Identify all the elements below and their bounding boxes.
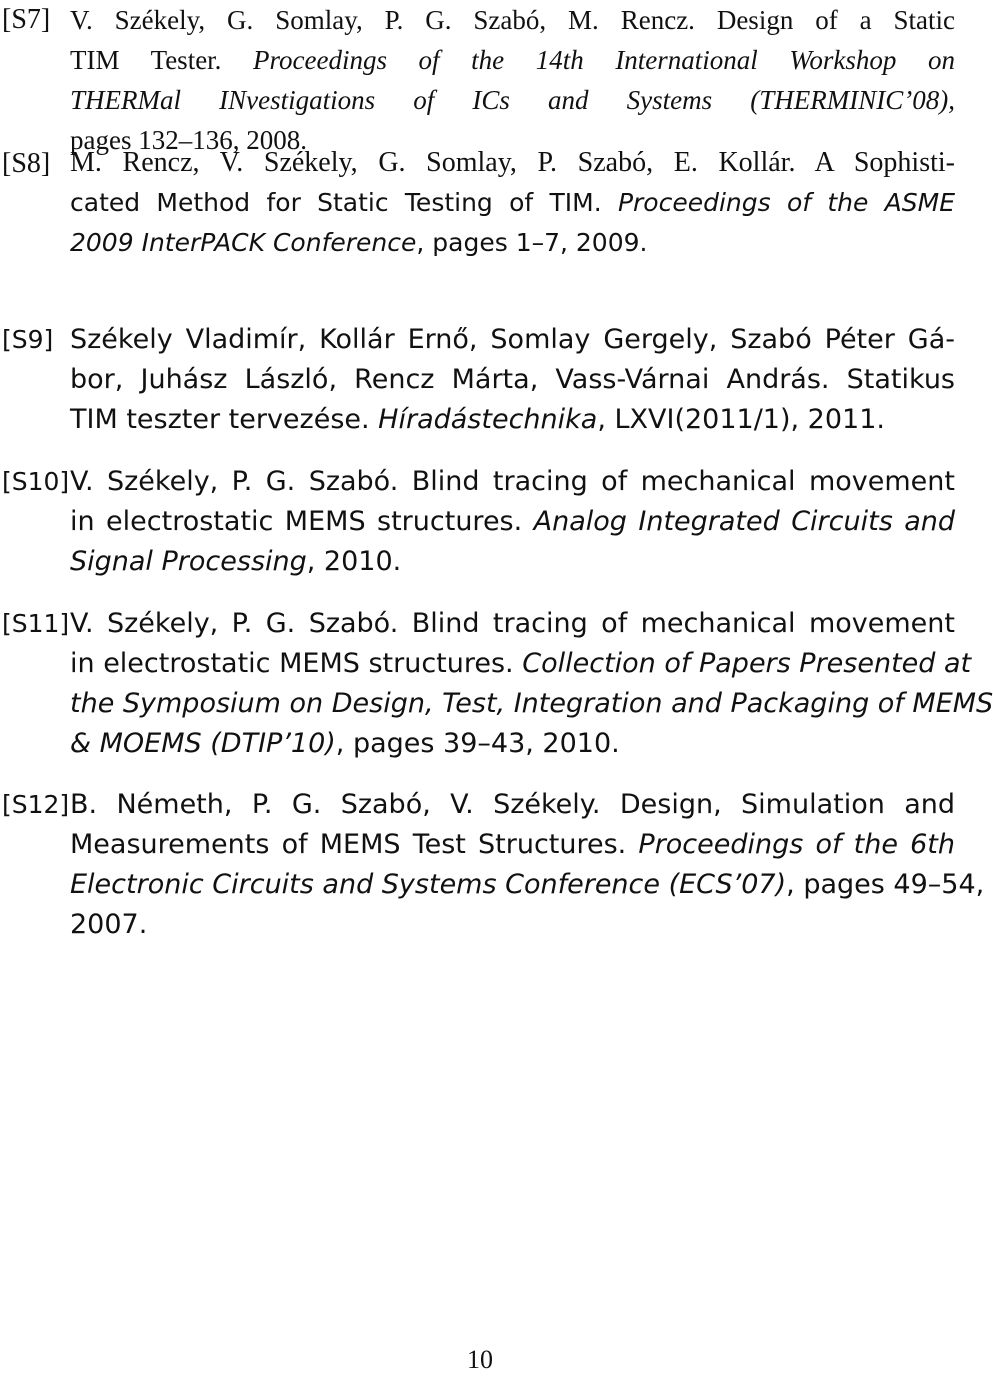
reference-line: Signal Processing, 2010. (70, 546, 402, 577)
reference-label: [S12] (2, 790, 70, 819)
reference-line: THERMal INvestigations of ICs and Systems (THERMINIC’08), (70, 85, 955, 115)
reference-s11 (0, 604, 993, 764)
reference-line: 2007. (70, 909, 148, 940)
reference-label: [S8] (2, 148, 51, 179)
reference-line: the Symposium on Design, Test, Integration and Packaging of MEMS (70, 688, 993, 719)
page-number: 10 (467, 1345, 493, 1374)
reference-line: Székely Vladimír, Kollár Ernő, Somlay Gergely, Szabó Péter Gá- (70, 324, 955, 355)
reference-label: [S7] (2, 4, 51, 35)
reference-line: pages 132–136, 2008. (70, 125, 307, 155)
reference-s10 (0, 462, 960, 582)
reference-line: V. Székely, P. G. Szabó. Blind tracing of mechanical movement (70, 608, 955, 639)
reference-s7 (0, 0, 960, 160)
reference-line: 2009 InterPACK Conference, pages 1–7, 2009. (70, 228, 648, 257)
reference-label: [S10] (2, 467, 70, 496)
reference-line: B. Németh, P. G. Szabó, V. Székely. Design, Simulation and (70, 789, 955, 820)
reference-line: TIM teszter tervezése. Híradástechnika, LXVI(2011/1), 2011. (70, 404, 885, 435)
reference-label: [S11] (2, 609, 70, 638)
reference-line: cated Method for Static Testing of TIM. Proceedings of the ASME (70, 188, 956, 217)
reference-s8 (0, 143, 960, 263)
reference-line: & MOEMS (DTIP’10), pages 39–43, 2010. (70, 728, 620, 759)
reference-line: in electrostatic MEMS structures. Analog Integrated Circuits and (70, 506, 955, 537)
reference-line: TIM Tester. Proceedings of the 14th International Workshop on (70, 45, 955, 75)
reference-line: Measurements of MEMS Test Structures. Proceedings of the 6th (70, 829, 955, 860)
reference-label: [S9] (2, 325, 54, 354)
reference-line: V. Székely, P. G. Szabó. Blind tracing of mechanical movement (70, 466, 955, 497)
reference-s9 (0, 320, 960, 440)
reference-s12 (0, 785, 985, 945)
reference-line: Electronic Circuits and Systems Conference (ECS’07), pages 49–54, (70, 869, 985, 900)
reference-line: bor, Juhász László, Rencz Márta, Vass-Várnai András. Statikus (70, 364, 955, 395)
reference-line: V. Székely, G. Somlay, P. G. Szabó, M. Rencz. Design of a Static (70, 5, 955, 35)
reference-line: M. Rencz, V. Székely, G. Somlay, P. Szabó, E. Kollár. A Sophisti- (70, 147, 955, 178)
reference-line: in electrostatic MEMS structures. Collection of Papers Presented at (70, 648, 972, 679)
